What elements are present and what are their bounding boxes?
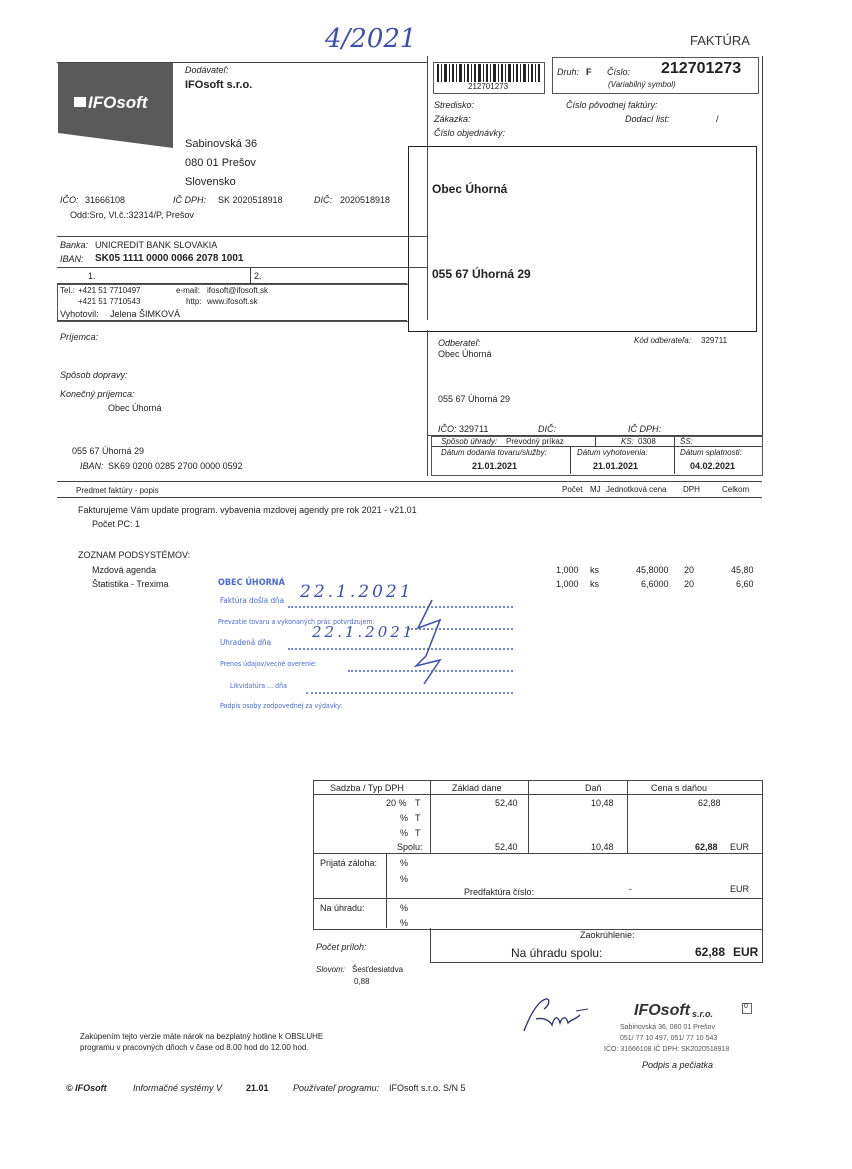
stamp-transfer: Prenos údajov/vecné overenie:	[220, 660, 317, 668]
podpis-label: Podpis a pečiatka	[642, 1060, 714, 1070]
supplier-label: Dodávateľ:	[185, 65, 229, 75]
spolu-currency: EUR	[730, 842, 750, 852]
subsystems-title: ZOZNAM PODSYSTÉMOV:	[78, 550, 191, 560]
supplier-name: IFOsoft s.r.o.	[185, 79, 253, 91]
stamp-paid: Uhradená dňa	[220, 638, 271, 647]
zakazka-label: Zákazka:	[434, 114, 471, 124]
predfaktura-dash: -	[629, 884, 632, 894]
frame-line	[386, 853, 387, 928]
buyer-kod-label: Kód odberateľa:	[634, 336, 691, 345]
col-cena: Jednotková cena	[606, 485, 667, 494]
dodaci-value: /	[716, 114, 719, 124]
stamp-signature: Podpis osoby zodpovednej za výdavky:	[220, 702, 343, 710]
email-value[interactable]: ifosoft@ifosoft.sk	[207, 286, 269, 295]
col-mj: MJ	[590, 485, 601, 494]
stamp-dots	[288, 648, 513, 650]
druh-value: F	[586, 67, 592, 77]
h-dan: Daň	[585, 783, 602, 793]
buyer-address: 055 67 Úhorná 29	[438, 394, 511, 404]
predfaktura-currency: EUR	[730, 884, 750, 894]
frame-line	[57, 481, 762, 482]
objednavka-label: Číslo objednávky:	[434, 128, 506, 138]
cislo-label: Číslo:	[607, 67, 631, 77]
frame-line	[595, 436, 596, 446]
spolu-label: Spolu:	[397, 842, 423, 852]
col-celkom: Celkom	[722, 485, 750, 494]
slovom-label: Slovom:	[316, 965, 345, 974]
supplier-logo	[58, 63, 173, 148]
date-issue-label: Dátum vyhotovenia:	[577, 448, 648, 457]
tel-label: Tel.:	[60, 286, 75, 295]
item-pc-count: Počet PC: 1	[92, 519, 141, 529]
buyer-ico-label: IČO:	[438, 424, 457, 434]
doprava-label: Spôsob dopravy:	[60, 370, 128, 380]
supplier-registry: Odd:Sro, Vl.č.:32314/P, Prešov	[70, 210, 194, 220]
bank-name: UNICREDIT BANK SLOVAKIA	[95, 240, 218, 250]
date-due-label: Dátum splatnosti:	[680, 448, 742, 457]
supplier-iban: SK05 1111 0000 0066 2078 1001	[95, 253, 244, 264]
item-total: 45,80	[731, 565, 754, 575]
hotline-text-1: Zakúpením tejto verzie máte nárok na bezplatný hotline k OBSLUHE	[80, 1032, 324, 1041]
slovom-value-2: 0,88	[354, 977, 370, 986]
bank-row-1: 1.	[88, 271, 96, 281]
barcode	[433, 62, 545, 94]
handwritten-number: 4/2021	[325, 24, 417, 54]
company-stamp-tel: 051/ 77 10 497, 051/ 77 10 543	[620, 1035, 718, 1042]
stamp-title: OBEC ÚHORNÁ	[218, 578, 285, 588]
supplier-dic-label: DIČ:	[314, 195, 332, 205]
frame-line	[762, 56, 763, 476]
na-uhradu-spolu-currency: EUR	[733, 945, 759, 959]
company-stamp-address: Sabinovská 36, 080 01 Prešov	[620, 1024, 715, 1031]
http-value[interactable]: www.ifosoft.sk	[207, 297, 258, 306]
item-name: Mzdová agenda	[92, 565, 157, 575]
col-predmet: Predmet faktúry - popis	[76, 486, 159, 495]
item-price: 45,8000	[636, 565, 669, 575]
r3-typ: T	[415, 828, 421, 838]
recipient-iban: SK69 0200 0285 2700 0000 0592	[108, 461, 243, 471]
frame-line	[431, 446, 762, 447]
supplier-ico: 31666108	[85, 195, 126, 205]
addressee-name: Obec Úhorná	[432, 182, 508, 196]
stredisko-label: Stredisko:	[434, 100, 475, 110]
frame-line	[250, 267, 251, 283]
totals-table	[313, 780, 763, 930]
tel-2: +421 51 7710543	[78, 297, 141, 306]
item-qty: 1,000	[556, 579, 579, 589]
spolu-zaklad: 52,40	[495, 842, 518, 852]
logo-shape	[58, 63, 173, 148]
zaloha-pct-1: %	[400, 858, 409, 868]
item-name: Štatistika - Trexima	[92, 579, 169, 589]
zaloha-pct-2: %	[400, 874, 409, 884]
stamp-goods: Prevzatie tovaru a vykonaných prác potvrdzujem:	[218, 618, 375, 626]
frame-line	[627, 780, 628, 854]
supplier-city: 080 01 Prešov	[185, 157, 256, 169]
frame-line	[313, 853, 762, 854]
user-value: IFOsoft s.r.o. S/N 5	[389, 1083, 466, 1093]
handwritten-date-1: 22.1.2021	[300, 582, 414, 602]
company-stamp-ids: IČO: 31666108 IČ DPH: SK2020518918	[604, 1046, 730, 1053]
bank-row-2: 2.	[254, 271, 262, 281]
item-total: 6,60	[736, 579, 754, 589]
addressee-address: 055 67 Úhorná 29	[432, 267, 531, 281]
payment-value: Prevodný príkaz	[506, 437, 564, 446]
footer-mark: 0	[744, 1003, 748, 1010]
frame-line	[57, 497, 762, 498]
frame-line	[57, 236, 427, 237]
dodaci-label: Dodací list:	[625, 114, 670, 124]
druh-label: Druh:	[557, 67, 580, 77]
handwritten-date-2: 22.1.2021	[312, 623, 416, 641]
buyer-icdph-label: IČ DPH:	[628, 424, 662, 434]
email-label: e-mail:	[176, 286, 201, 295]
stamp-dots	[306, 692, 513, 694]
vs-note: (Variabilný symbol)	[608, 80, 676, 89]
na-uhradu-spolu-label: Na úhradu spolu:	[511, 946, 603, 960]
barcode-number: 212701273	[468, 82, 509, 91]
h-sadzba: Sadzba / Typ DPH	[330, 783, 404, 793]
prijemca-label: Príjemca:	[60, 332, 99, 342]
company-stamp-logo: IFOsoft	[634, 1002, 690, 1019]
supplier-dic: 2020518918	[340, 195, 391, 205]
http-label: http:	[186, 297, 202, 306]
barcode-bars	[435, 64, 543, 84]
supplier-ico-label: IČO:	[60, 195, 79, 205]
na-uhradu-pct-1: %	[400, 903, 409, 913]
hotline-text-2: programu v pracovných dňoch v čase od 8.00 hod do 12.00 hod.	[80, 1043, 309, 1052]
predfaktura-label: Predfaktúra číslo:	[464, 887, 535, 897]
issuer-name: Jelena ŠIMKOVÁ	[110, 309, 181, 319]
na-uhradu-pct-2: %	[400, 918, 409, 928]
issuer-label: Vyhotovil:	[60, 309, 99, 319]
date-delivery: 21.01.2021	[472, 461, 518, 471]
buyer-label: Odberateľ:	[438, 338, 481, 348]
supplier-country: Slovensko	[185, 176, 236, 188]
spolu-dan: 10,48	[591, 842, 614, 852]
item-qty: 1,000	[556, 565, 579, 575]
h-cena: Cena s daňou	[651, 783, 708, 793]
col-pocet: Počet	[562, 485, 583, 494]
supplier-icdph-label: IČ DPH:	[173, 195, 207, 205]
iban-label: IBAN:	[60, 254, 84, 264]
r1-zaklad: 52,40	[495, 798, 518, 808]
h-zaklad: Základ dane	[452, 783, 502, 793]
slovom-value: Šesťdesiatdva	[352, 965, 404, 974]
frame-line	[427, 330, 428, 476]
frame-line	[674, 436, 675, 474]
r2-rate: %	[400, 813, 409, 823]
konecny-address: 055 67 Úhorná 29	[72, 446, 145, 456]
r1-cena: 62,88	[698, 798, 721, 808]
frame-line	[313, 898, 762, 899]
document-type: FAKTÚRA	[690, 33, 750, 48]
buyer-dic-label: DIČ:	[538, 424, 556, 434]
buyer-ico: 329711	[459, 424, 489, 434]
date-issue: 21.01.2021	[593, 461, 639, 471]
pocet-priloh-label: Počet príloh:	[316, 942, 367, 952]
frame-line	[57, 267, 427, 268]
system-version: 21.01	[246, 1083, 269, 1093]
user-label: Používateľ programu:	[293, 1083, 380, 1093]
na-uhradu-label: Na úhradu:	[320, 903, 365, 913]
ks-value: 0308	[638, 437, 656, 446]
item-unit: ks	[590, 565, 599, 575]
r1-typ: T	[415, 798, 421, 808]
konecny-name: Obec Úhorná	[108, 403, 162, 413]
system-name: Informačné systémy V	[133, 1083, 223, 1093]
invoice-number: 212701273	[661, 60, 742, 77]
col-dph: DPH	[683, 485, 700, 494]
item-vat: 20	[684, 565, 695, 575]
spolu-cena: 62,88	[695, 842, 718, 852]
item-unit: ks	[590, 579, 599, 589]
logo-text-svg: IFOsoft	[88, 93, 148, 112]
stamp-received: Faktúra došla dňa	[220, 596, 284, 605]
ss-label: ŠS:	[680, 437, 693, 446]
tel-1: +421 51 7710497	[78, 286, 141, 295]
signature	[516, 995, 596, 1037]
item-vat: 20	[684, 579, 695, 589]
r2-typ: T	[415, 813, 421, 823]
item-description: Fakturujeme Vám update program. vybavenia mzdovej agendy pre rok 2021 - v21.01	[78, 505, 417, 515]
bank-label: Banka:	[60, 240, 89, 250]
frame-line	[430, 780, 431, 854]
konecny-label: Konečný príjemca:	[60, 389, 135, 399]
addressee-window	[408, 146, 757, 332]
frame-line	[528, 780, 529, 854]
payment-label: Spôsob úhrady:	[441, 437, 498, 446]
recipient-iban-label: IBAN:	[80, 461, 104, 471]
r1-dan: 10,48	[591, 798, 614, 808]
supplier-icdph: SK 2020518918	[218, 195, 283, 205]
r1-rate: 20 %	[386, 798, 407, 808]
ks-label: KS:	[621, 437, 634, 446]
frame-line	[570, 446, 571, 474]
date-due: 04.02.2021	[690, 461, 736, 471]
date-delivery-label: Dátum dodania tovaru/služby:	[441, 448, 547, 457]
copyright: © IFOsoft	[66, 1083, 107, 1093]
na-uhradu-spolu-value: 62,88	[695, 945, 726, 959]
stamp-liquidation: Likvidatúra ... dňa	[230, 682, 287, 690]
buyer-kod: 329711	[701, 336, 728, 345]
r3-rate: %	[400, 828, 409, 838]
zaloha-label: Prijatá záloha:	[320, 858, 378, 868]
zaokruhlenie-label: Zaokrúhlenie:	[580, 930, 635, 940]
company-stamp-sro: s.r.o.	[692, 1009, 714, 1019]
stamp-dots	[288, 606, 513, 608]
item-price: 6,6000	[641, 579, 669, 589]
povodna-label: Číslo pôvodnej faktúry:	[566, 100, 658, 110]
approval-tick-marks	[410, 598, 450, 688]
frame-line	[313, 794, 762, 795]
supplier-street: Sabinovská 36	[185, 138, 258, 150]
buyer-name: Obec Úhorná	[438, 349, 492, 359]
